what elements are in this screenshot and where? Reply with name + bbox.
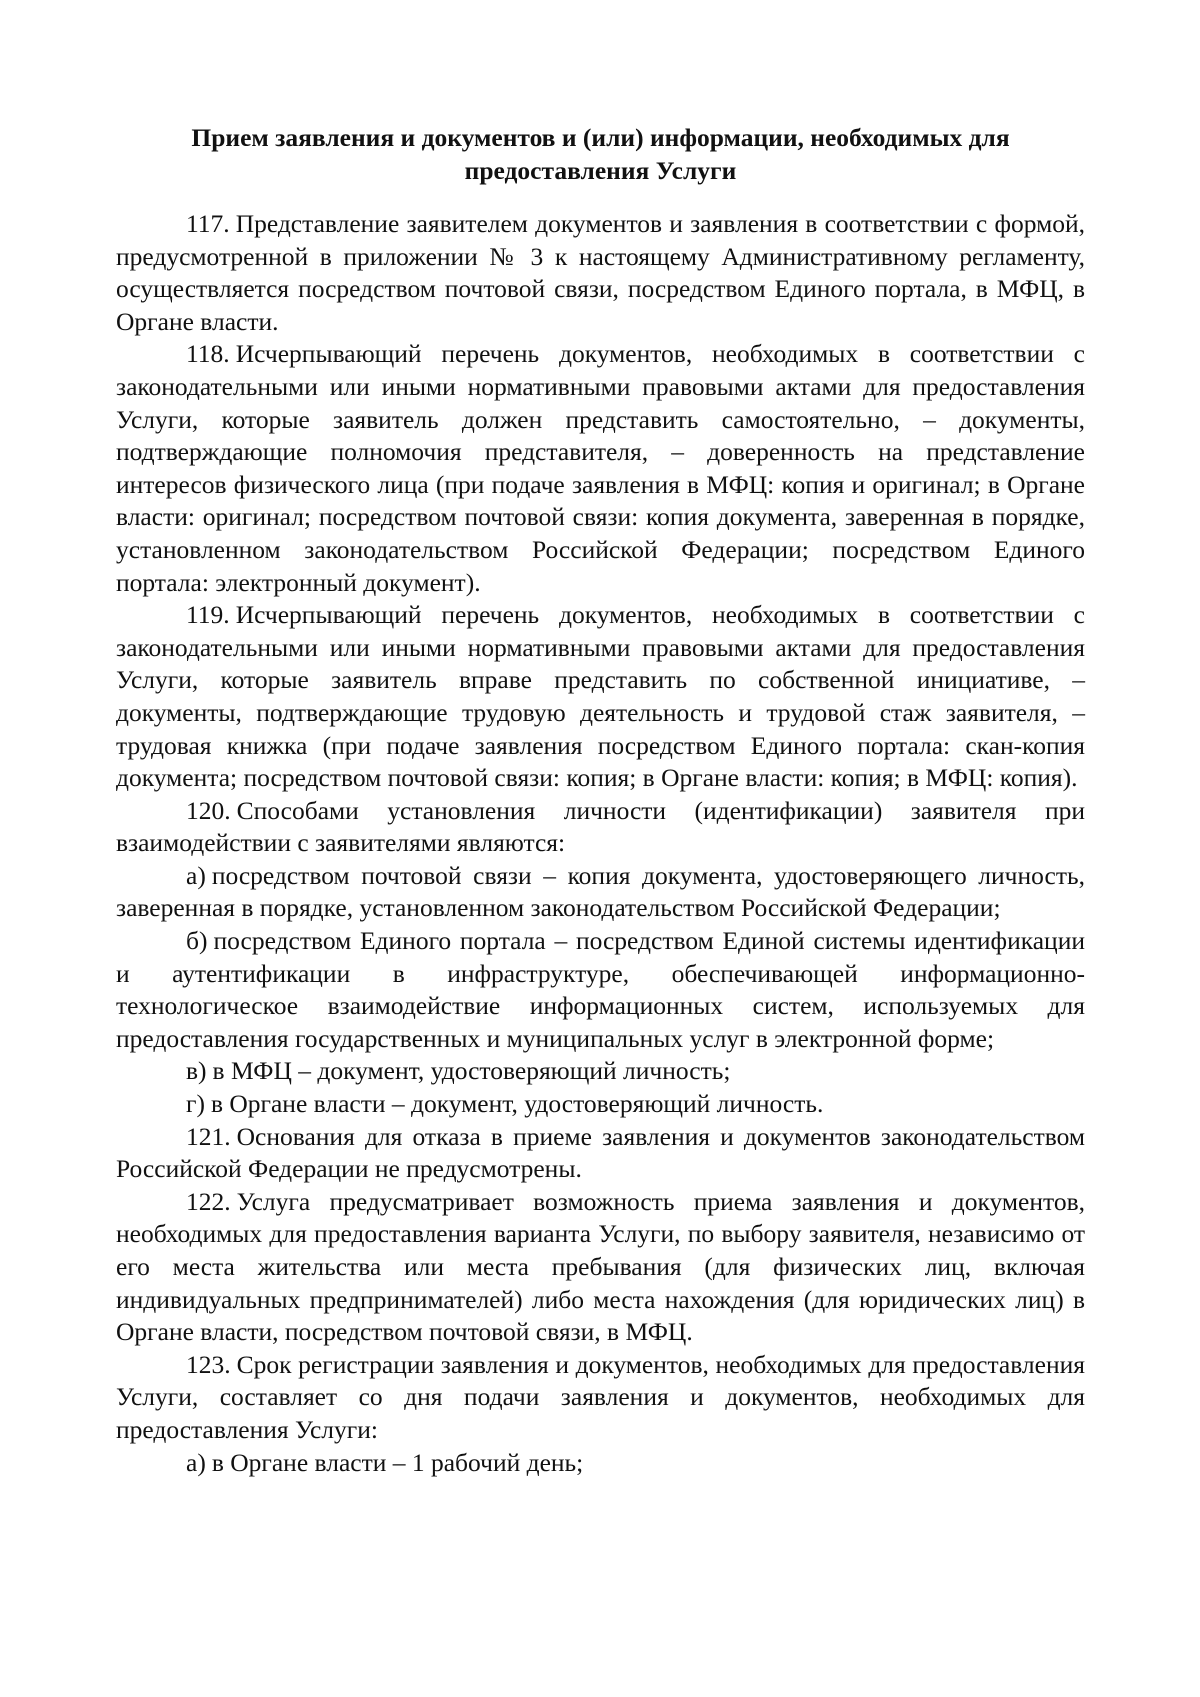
- paragraph-number: г): [186, 1089, 205, 1119]
- document-title: Прием заявления и документов и (или) информации, необходимых для предоставления Услуги: [191, 123, 1010, 185]
- paragraph-121: [116, 1121, 1085, 1186]
- subitem-120-a: [116, 860, 1085, 925]
- paragraph-number: 121.: [186, 1121, 231, 1151]
- paragraph-text: Исчерпывающий перечень документов, необходимых в соответствии с законодательными или иными нормативными правовыми актами для предоставления Услуги, которые заявитель вправе представить по собственной инициативе, – документы, подтверждающие трудовую деятельность и трудовой стаж заявителя, – трудовая книжка (при подаче заявления посредством Единого портала: скан-копия документа; посредством почтовой связи: копия; в Органе власти: копия; в МФЦ: копия).: [116, 600, 1085, 793]
- paragraph-117: [116, 208, 1085, 338]
- paragraph-text: в МФЦ – документ, удостоверяющий личность;: [212, 1056, 731, 1086]
- paragraph-text: Основания для отказа в приеме заявления и документов законодательством Российской Федерации не предусмотрены.: [116, 1121, 1085, 1184]
- paragraph-text: Исчерпывающий перечень документов, необходимых в соответствии с законодательными или иными нормативными правовыми актами для предоставления Услуги, которые заявитель должен представить самостоятельно, – документы, подтверждающие полномочия представителя, – доверенность на представление интересов физического лица (при подаче заявления в МФЦ: копия и оригинал; в Органе власти: оригинал; посредством почтовой связи: копия документа, заверенная в порядке, установленном законодательством Российской Федерации; посредством Единого портала: электронный документ).: [116, 339, 1085, 597]
- paragraph-120: [116, 795, 1085, 860]
- document-body: [116, 208, 1085, 1479]
- subitem-120-g: [116, 1088, 1085, 1121]
- paragraph-118: [116, 338, 1085, 599]
- paragraph-text: в Органе власти – документ, удостоверяющий личность.: [210, 1089, 824, 1119]
- subitem-120-b: [116, 925, 1085, 1055]
- paragraph-number: 118.: [186, 339, 230, 369]
- paragraph-122: [116, 1186, 1085, 1349]
- paragraph-number: б): [186, 926, 208, 956]
- paragraph-number: 122.: [186, 1186, 231, 1216]
- paragraph-119: [116, 599, 1085, 795]
- paragraph-number: 117.: [186, 209, 230, 238]
- paragraph-text: посредством почтовой связи – копия документа, удостоверяющего личность, заверенная в порядке, установленном законодательством Российской Федерации;: [116, 860, 1085, 923]
- paragraph-number: а): [186, 860, 206, 890]
- paragraph-text: Услуга предусматривает возможность приема заявления и документов, необходимых для предоставления варианта Услуги, по выбору заявителя, независимо от его места жительства или места пребывания (для физических лиц, включая индивидуальных предпринимателей) либо места нахождения (для юридических лиц) в Органе власти, посредством почтовой связи, в МФЦ.: [116, 1186, 1085, 1347]
- paragraph-number: 120.: [186, 795, 231, 825]
- paragraph-text: посредством Единого портала – посредством Единой системы идентификации и аутентификации в инфраструктуре, обеспечивающей информационно-технологическое взаимодействие информационных систем, используемых для предоставления государственных и муниципальных услуг в электронной форме;: [116, 926, 1085, 1053]
- subitem-123-a: [116, 1447, 1085, 1480]
- paragraph-number: в): [186, 1056, 207, 1086]
- paragraph-number: 119.: [186, 600, 230, 630]
- paragraph-text: Срок регистрации заявления и документов, необходимых для предоставления Услуги, составляет со дня подачи заявления и документов, необходимых для предоставления Услуги:: [116, 1349, 1085, 1444]
- subitem-120-v: [116, 1055, 1085, 1088]
- paragraph-text: Способами установления личности (идентификации) заявителя при взаимодействии с заявителями являются:: [116, 795, 1085, 858]
- paragraph-number: а): [186, 1447, 206, 1477]
- paragraph-text: Представление заявителем документов и заявления в соответствии с формой, предусмотренной в приложении № 3 к настоящему Административному регламенту, осуществляется посредством почтовой связи, посредством Единого портала, в МФЦ, в Органе власти.: [116, 209, 1085, 336]
- paragraph-number: 123.: [186, 1349, 231, 1379]
- paragraph-text: в Органе власти – 1 рабочий день;: [211, 1447, 584, 1477]
- paragraph-123: [116, 1349, 1085, 1447]
